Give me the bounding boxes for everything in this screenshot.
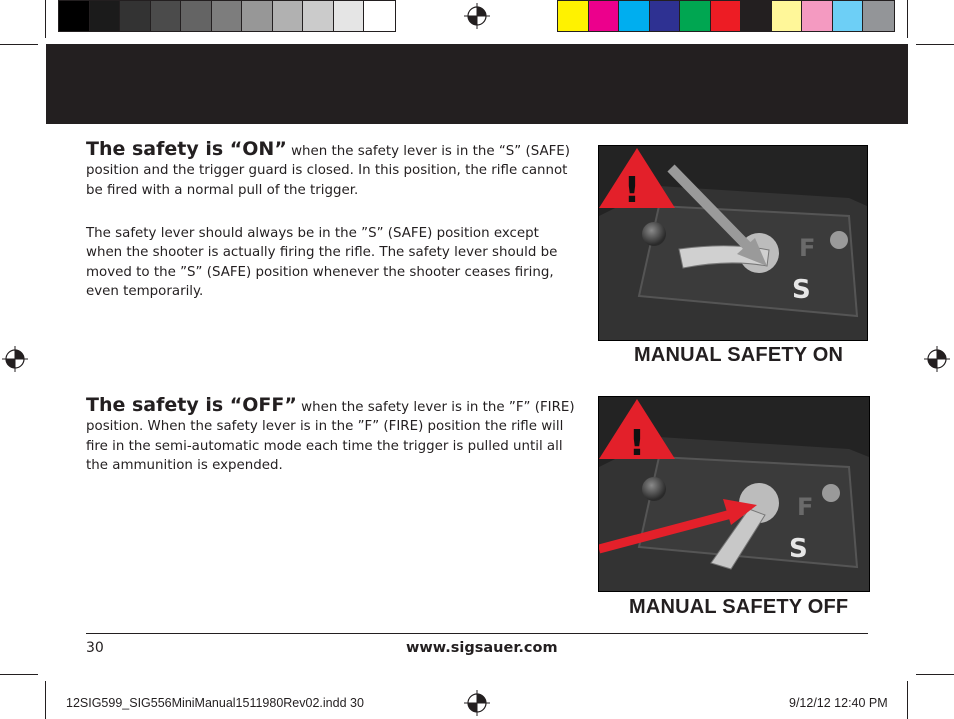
fire-label: F bbox=[797, 493, 814, 521]
footer-rule bbox=[86, 633, 868, 634]
color-swatch bbox=[273, 1, 304, 31]
safety-on-caption: MANUAL SAFETY ON bbox=[634, 344, 844, 366]
safety-on-text bbox=[86, 140, 576, 200]
color-swatch bbox=[833, 1, 864, 31]
safety-on-body1: position and the trigger guard is closed. In this position, the rifle cannot be fired with a normal pull of the trigger. bbox=[86, 163, 568, 198]
color-swatch bbox=[650, 1, 681, 31]
safety-on-heading: The safety is “ON” bbox=[86, 138, 287, 160]
color-swatch bbox=[334, 1, 365, 31]
safe-label: S bbox=[792, 275, 811, 305]
crop-mark bbox=[916, 44, 954, 45]
color-swatch bbox=[151, 1, 182, 31]
color-swatch bbox=[59, 1, 90, 31]
date-slug: 9/12/12 12:40 PM bbox=[789, 696, 888, 710]
file-slug: 12SIG599_SIG556MiniManual1511980Rev02.indd 30 bbox=[66, 696, 364, 710]
color-swatch bbox=[90, 1, 121, 31]
page-number: 30 bbox=[86, 640, 104, 656]
safety-off-heading: The safety is “OFF” bbox=[86, 394, 297, 416]
crop-mark bbox=[0, 44, 38, 45]
color-swatch bbox=[619, 1, 650, 31]
color-swatch bbox=[558, 1, 589, 31]
header-band bbox=[46, 44, 908, 124]
color-swatch bbox=[120, 1, 151, 31]
color-swatch bbox=[242, 1, 273, 31]
fire-label: F bbox=[799, 234, 816, 262]
color-swatch bbox=[772, 1, 803, 31]
color-swatch bbox=[589, 1, 620, 31]
crop-mark bbox=[907, 681, 908, 719]
safety-on-photo bbox=[598, 145, 868, 341]
registration-mark-icon bbox=[464, 690, 490, 716]
registration-mark-icon bbox=[2, 346, 28, 372]
grayscale-color-bar bbox=[58, 0, 396, 32]
color-swatch bbox=[802, 1, 833, 31]
color-swatch bbox=[303, 1, 334, 31]
warning-mark: ! bbox=[628, 423, 646, 464]
website-url: www.sigsauer.com bbox=[406, 640, 558, 656]
color-swatch bbox=[212, 1, 243, 31]
safety-off-caption: MANUAL SAFETY OFF bbox=[629, 596, 849, 618]
safe-label: S bbox=[789, 534, 808, 564]
warning-mark: ! bbox=[623, 170, 641, 211]
crop-mark bbox=[45, 681, 46, 719]
safety-off-lead: when the safety lever is in the ”F” (FIRE) bbox=[301, 400, 575, 415]
crop-mark bbox=[45, 0, 46, 38]
registration-mark-icon bbox=[924, 346, 950, 372]
crop-mark bbox=[916, 674, 954, 675]
safety-off-photo bbox=[598, 396, 870, 592]
registration-mark-icon bbox=[464, 3, 490, 29]
process-color-bar bbox=[557, 0, 895, 32]
safety-off-body1: position. When the safety lever is in the ”F” (FIRE) position the rifle will fire in the semi-automatic mode each time the trigger is pulled until all the ammunition is expended. bbox=[86, 419, 564, 474]
safety-on-lead: when the safety lever is in the “S” (SAFE) bbox=[291, 144, 570, 159]
color-swatch bbox=[364, 1, 395, 31]
safety-on-body2: The safety lever should always be in the ”S” (SAFE) position except when the shooter is actually firing the rifle. The safety lever should be moved to the ”S” (SAFE) position whenever the shooter ceases firing, even temporarily. bbox=[86, 226, 558, 300]
crop-mark bbox=[907, 0, 908, 38]
color-swatch bbox=[863, 1, 894, 31]
color-swatch bbox=[741, 1, 772, 31]
color-swatch bbox=[181, 1, 212, 31]
crop-mark bbox=[0, 674, 38, 675]
safety-off-text bbox=[86, 396, 576, 476]
color-swatch bbox=[711, 1, 742, 31]
color-swatch bbox=[680, 1, 711, 31]
